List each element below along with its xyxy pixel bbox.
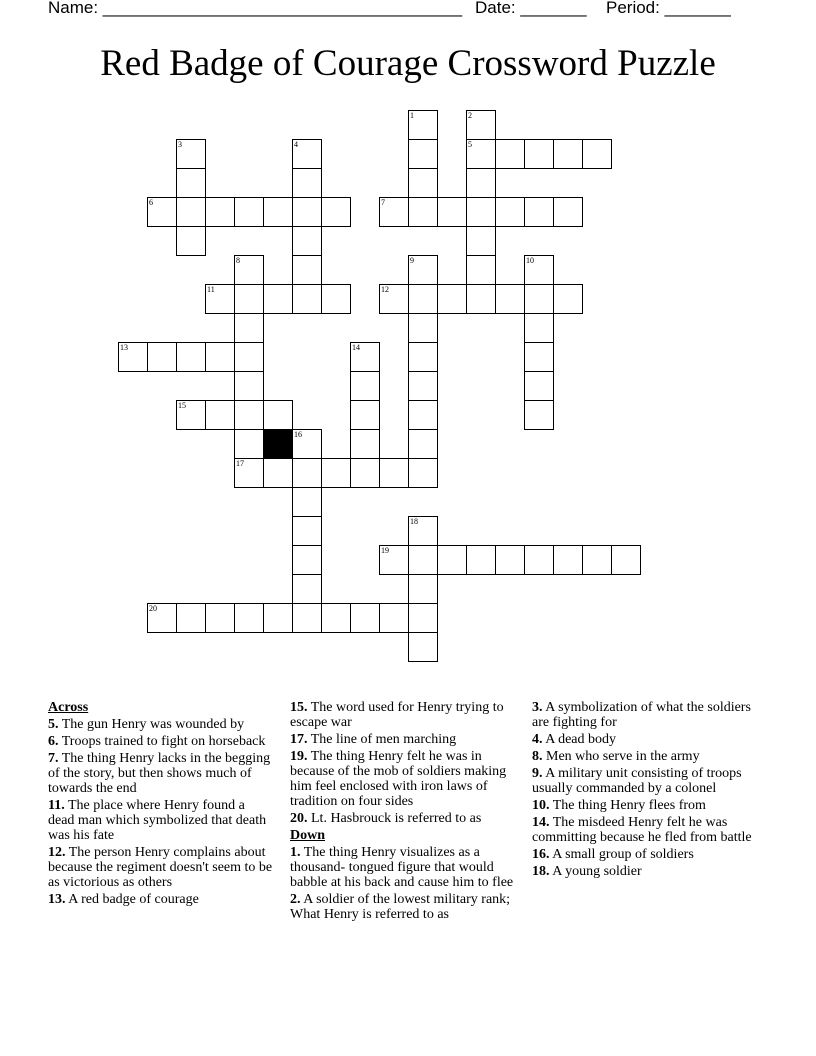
clue-number-label: 5.: [48, 717, 59, 732]
grid-cell[interactable]: [408, 603, 438, 633]
grid-cell[interactable]: [292, 574, 322, 604]
grid-cell[interactable]: [292, 516, 322, 546]
grid-cell[interactable]: [350, 458, 380, 488]
grid-cell[interactable]: [176, 226, 206, 256]
clue-number: 6: [149, 198, 153, 207]
grid-cell[interactable]: [176, 603, 206, 633]
grid-cell[interactable]: [379, 603, 409, 633]
clue-number: 2: [468, 111, 472, 120]
grid-cell[interactable]: [321, 458, 351, 488]
grid-cell[interactable]: [524, 255, 554, 285]
grid-cell[interactable]: [234, 284, 264, 314]
clue-text: The place where Henry found a dead man which symbolized that death was his fate: [48, 798, 267, 843]
clue-text: The thing Henry felt he was in because of the mob of soldiers making him feel enclosed with iron laws of tradition on four sides: [290, 749, 507, 809]
clue-number: 19: [381, 546, 389, 555]
grid-cell[interactable]: [176, 139, 206, 169]
grid-cell[interactable]: [147, 342, 177, 372]
clue-text: A soldier of the lowest military rank; What Henry is referred to as: [290, 892, 511, 922]
clue-text: The word used for Henry trying to escape war: [290, 700, 504, 730]
clue-number-label: 15.: [290, 700, 308, 715]
clue-number: 5: [468, 140, 472, 149]
grid-cell[interactable]: [466, 226, 496, 256]
clue-number: 9: [410, 256, 414, 265]
grid-cell[interactable]: [408, 284, 438, 314]
across-clue: [48, 734, 273, 749]
across-clue: [290, 749, 515, 809]
grid-cell[interactable]: [205, 197, 235, 227]
grid-cell[interactable]: [176, 342, 206, 372]
grid-cell[interactable]: [408, 197, 438, 227]
grid-cell[interactable]: [234, 371, 264, 401]
down-clue: [532, 749, 757, 764]
clue-number: 7: [381, 198, 385, 207]
grid-cell[interactable]: [408, 545, 438, 575]
grid-cell[interactable]: [263, 197, 293, 227]
grid-cell[interactable]: [553, 197, 583, 227]
grid-cell[interactable]: [379, 197, 409, 227]
clue-number: 8: [236, 256, 240, 265]
grid-cell[interactable]: [408, 458, 438, 488]
clue-number-label: 2.: [290, 892, 301, 907]
clue-text: Troops trained to fight on horseback: [58, 734, 266, 749]
clue-number-label: 12.: [48, 845, 66, 860]
grid-cell[interactable]: [234, 197, 264, 227]
grid-cell[interactable]: [350, 371, 380, 401]
clue-text: The thing Henry visualizes as a thousand- tongued figure that would babble at his back and cause him to flee: [290, 845, 514, 890]
grid-cell[interactable]: [176, 400, 206, 430]
grid-cell[interactable]: [408, 168, 438, 198]
grid-cell[interactable]: [205, 400, 235, 430]
grid-cell[interactable]: [408, 429, 438, 459]
clue-number: 20: [149, 604, 157, 613]
clue-number-label: 17.: [290, 732, 308, 747]
grid-cell[interactable]: [292, 139, 322, 169]
grid-cell[interactable]: [234, 458, 264, 488]
grid-cell[interactable]: [553, 139, 583, 169]
grid-cell[interactable]: [379, 458, 409, 488]
grid-cell[interactable]: [292, 487, 322, 517]
grid-cell[interactable]: [553, 545, 583, 575]
grid-block-cell: [263, 429, 293, 459]
grid-cell[interactable]: [263, 458, 293, 488]
clue-text: Lt. Hasbrouck is referred to as: [307, 811, 482, 826]
clue-text: A symbolization of what the soldiers are fighting for: [532, 700, 751, 730]
grid-cell[interactable]: [466, 110, 496, 140]
grid-cell[interactable]: [437, 284, 467, 314]
grid-cell[interactable]: [524, 197, 554, 227]
grid-cell[interactable]: [292, 284, 322, 314]
clue-text: A young soldier: [549, 864, 642, 879]
across-clue: [48, 892, 273, 907]
grid-cell[interactable]: [263, 400, 293, 430]
grid-cell[interactable]: [524, 139, 554, 169]
grid-cell[interactable]: [379, 545, 409, 575]
grid-cell[interactable]: [466, 545, 496, 575]
down-clue: [532, 766, 757, 796]
down-clue: [290, 845, 515, 890]
clue-column-1: [48, 700, 273, 909]
grid-cell[interactable]: [234, 255, 264, 285]
grid-cell[interactable]: [495, 197, 525, 227]
clue-number: 14: [352, 343, 360, 352]
clue-number-label: 20.: [290, 811, 308, 826]
clue-number-label: 3.: [532, 700, 543, 715]
grid-cell[interactable]: [437, 197, 467, 227]
grid-cell[interactable]: [495, 139, 525, 169]
grid-cell[interactable]: [292, 255, 322, 285]
grid-cell[interactable]: [234, 429, 264, 459]
clue-number-label: 4.: [532, 732, 543, 747]
down-clue: [532, 798, 757, 813]
grid-cell[interactable]: [147, 197, 177, 227]
grid-cell[interactable]: [350, 603, 380, 633]
clue-number-label: 8.: [532, 749, 543, 764]
grid-cell[interactable]: [524, 371, 554, 401]
grid-cell[interactable]: [408, 400, 438, 430]
clue-text: A red badge of courage: [65, 892, 199, 907]
clue-text: A military unit consisting of troops usually commanded by a colonel: [532, 766, 742, 796]
across-clue: [290, 700, 515, 730]
grid-cell[interactable]: [495, 545, 525, 575]
date-field-label[interactable]: Date: _______: [475, 0, 587, 17]
down-clue: [532, 732, 757, 747]
grid-cell[interactable]: [350, 429, 380, 459]
grid-cell[interactable]: [408, 632, 438, 662]
grid-cell[interactable]: [408, 516, 438, 546]
grid-cell[interactable]: [147, 603, 177, 633]
clue-number-label: 10.: [532, 798, 550, 813]
down-clue: [532, 700, 757, 730]
grid-cell[interactable]: [234, 400, 264, 430]
across-clue: [290, 811, 515, 826]
grid-cell[interactable]: [292, 545, 322, 575]
grid-cell[interactable]: [292, 429, 322, 459]
grid-cell[interactable]: [524, 313, 554, 343]
grid-cell[interactable]: [466, 168, 496, 198]
clue-number-label: 11.: [48, 798, 65, 813]
name-field-label[interactable]: Name: ______________________________________: [48, 0, 463, 17]
grid-cell[interactable]: [553, 284, 583, 314]
clue-number: 11: [207, 285, 215, 294]
clue-number-label: 13.: [48, 892, 66, 907]
grid-cell[interactable]: [118, 342, 148, 372]
clue-text: The misdeed Henry felt he was committing because he fled from battle: [532, 815, 752, 845]
grid-cell[interactable]: [321, 197, 351, 227]
grid-cell[interactable]: [263, 603, 293, 633]
grid-cell[interactable]: [176, 197, 206, 227]
clue-number-label: 14.: [532, 815, 550, 830]
clue-number: 4: [294, 140, 298, 149]
clue-number-label: 19.: [290, 749, 308, 764]
grid-cell[interactable]: [205, 603, 235, 633]
down-clue: [532, 864, 757, 879]
down-heading: Down: [290, 828, 326, 843]
clue-text: The line of men marching: [307, 732, 457, 747]
down-clue: [532, 815, 757, 845]
grid-cell[interactable]: [205, 342, 235, 372]
grid-cell[interactable]: [408, 342, 438, 372]
grid-cell[interactable]: [292, 168, 322, 198]
grid-cell[interactable]: [408, 139, 438, 169]
grid-cell[interactable]: [292, 226, 322, 256]
page-title: Red Badge of Courage Crossword Puzzle: [100, 43, 716, 84]
grid-cell[interactable]: [263, 284, 293, 314]
grid-cell[interactable]: [466, 139, 496, 169]
down-clue: [532, 847, 757, 862]
clue-text: The person Henry complains about because the regiment doesn't seem to be as victorious as others: [48, 845, 273, 890]
clue-number-label: 6.: [48, 734, 59, 749]
grid-cell[interactable]: [408, 110, 438, 140]
clue-number-label: 18.: [532, 864, 550, 879]
grid-cell[interactable]: [234, 603, 264, 633]
clue-column-3: [532, 700, 757, 881]
grid-cell[interactable]: [524, 342, 554, 372]
clue-number: 17: [236, 459, 244, 468]
across-clue: [48, 845, 273, 890]
clue-number: 1: [410, 111, 414, 120]
grid-cell[interactable]: [321, 284, 351, 314]
clue-number-label: 7.: [48, 751, 59, 766]
grid-cell[interactable]: [495, 284, 525, 314]
grid-cell[interactable]: [379, 284, 409, 314]
clue-number: 12: [381, 285, 389, 294]
down-clue: [290, 892, 515, 922]
clue-number: 13: [120, 343, 128, 352]
grid-cell[interactable]: [466, 284, 496, 314]
clue-number-label: 9.: [532, 766, 543, 781]
grid-cell[interactable]: [466, 197, 496, 227]
clue-number: 10: [526, 256, 534, 265]
grid-cell[interactable]: [408, 313, 438, 343]
grid-cell[interactable]: [466, 255, 496, 285]
across-clue: [48, 751, 273, 796]
grid-cell[interactable]: [524, 400, 554, 430]
clue-text: A small group of soldiers: [549, 847, 694, 862]
period-field-label[interactable]: Period: _______: [606, 0, 731, 17]
grid-cell[interactable]: [524, 545, 554, 575]
grid-cell[interactable]: [234, 342, 264, 372]
student-info-header: [48, 0, 788, 20]
grid-cell[interactable]: [524, 284, 554, 314]
grid-cell[interactable]: [321, 603, 351, 633]
clue-text: A dead body: [542, 732, 616, 747]
across-clue: [290, 732, 515, 747]
grid-cell[interactable]: [292, 197, 322, 227]
grid-cell[interactable]: [437, 545, 467, 575]
grid-cell[interactable]: [292, 603, 322, 633]
grid-cell[interactable]: [350, 342, 380, 372]
grid-cell[interactable]: [234, 313, 264, 343]
clue-number: 15: [178, 401, 186, 410]
grid-cell[interactable]: [292, 458, 322, 488]
grid-cell[interactable]: [176, 168, 206, 198]
clue-text: The thing Henry lacks in the begging of the story, but then shows much of towards the end: [48, 751, 271, 796]
across-clue: [48, 717, 273, 732]
clue-number: 16: [294, 430, 302, 439]
grid-cell[interactable]: [408, 371, 438, 401]
grid-cell[interactable]: [350, 400, 380, 430]
clue-text: The thing Henry flees from: [549, 798, 706, 813]
clue-number: 3: [178, 140, 182, 149]
grid-cell[interactable]: [205, 284, 235, 314]
grid-cell[interactable]: [408, 574, 438, 604]
grid-cell[interactable]: [408, 255, 438, 285]
clue-text: The gun Henry was wounded by: [58, 717, 245, 732]
grid-cell[interactable]: [582, 545, 612, 575]
clue-number-label: 1.: [290, 845, 301, 860]
clue-column-2: [290, 700, 515, 924]
clue-number-label: 16.: [532, 847, 550, 862]
across-heading: Across: [48, 700, 89, 715]
grid-cell[interactable]: [582, 139, 612, 169]
across-clue: [48, 798, 273, 843]
clue-number: 18: [410, 517, 418, 526]
grid-cell[interactable]: [611, 545, 641, 575]
clue-text: Men who serve in the army: [542, 749, 700, 764]
